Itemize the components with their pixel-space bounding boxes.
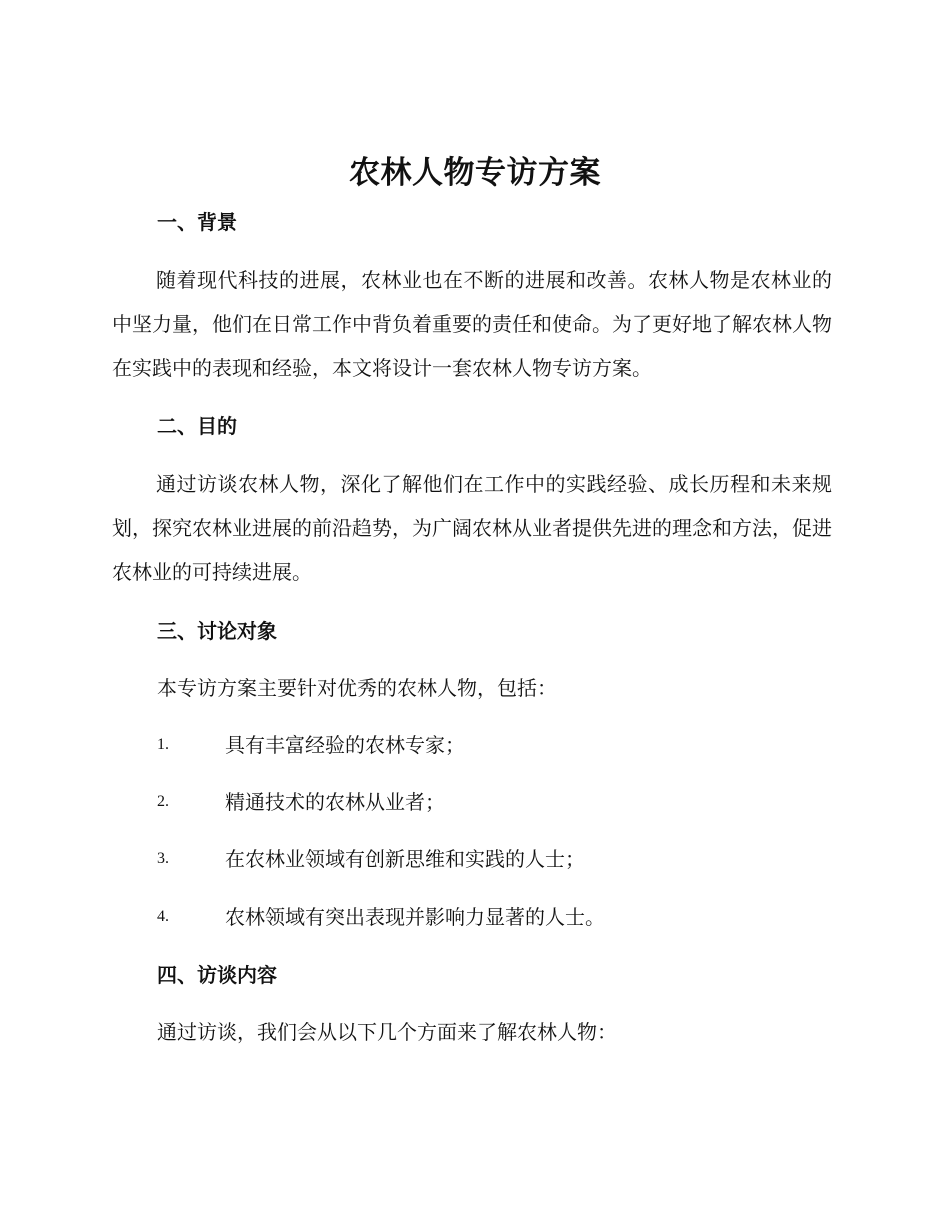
list-item-number: 3. [157, 850, 169, 867]
list-item [157, 903, 857, 931]
section-intro-subjects: 本专访方案主要针对优秀的农林人物，包括： [157, 676, 557, 700]
document-title: 农林人物专访方案 [349, 155, 601, 191]
list-item-text: 在农林业领域有创新思维和实践的人士； [225, 847, 585, 871]
section-paragraph-background: 随着现代科技的进展，农林业也在不断的进展和改善。农林人物是农林业的中坚力量，他们在日常工作中背负着重要的责任和使命。为了更好地了解农林人物在实践中的表现和经验，本文将设计一套农林人物专访方案。 [112, 268, 832, 380]
list-item [157, 731, 857, 759]
list-item-text: 农林领域有突出表现并影响力显著的人士。 [225, 905, 605, 929]
section-paragraph-purpose: 通过访谈农林人物，深化了解他们在工作中的实践经验、成长历程和未来规划，探究农林业进展的前沿趋势，为广阔农林从业者提供先进的理念和方法，促进农林业的可持续进展。 [112, 472, 832, 584]
section-heading-background: 一、背景 [157, 210, 237, 234]
list-item-text: 精通技术的农林从业者； [225, 790, 445, 814]
list-item-text: 具有丰富经验的农林专家； [225, 733, 465, 757]
list-item-number: 2. [157, 793, 169, 810]
section-intro-interview-content: 通过访谈，我们会从以下几个方面来了解农林人物： [157, 1020, 617, 1044]
section-heading-interview-content: 四、访谈内容 [157, 963, 277, 987]
list-item [157, 845, 857, 873]
section-heading-purpose: 二、目的 [157, 414, 237, 438]
list-item-number: 1. [157, 736, 169, 753]
list-item [157, 788, 857, 816]
section-heading-subjects: 三、讨论对象 [157, 619, 277, 643]
list-item-number: 4. [157, 908, 169, 925]
